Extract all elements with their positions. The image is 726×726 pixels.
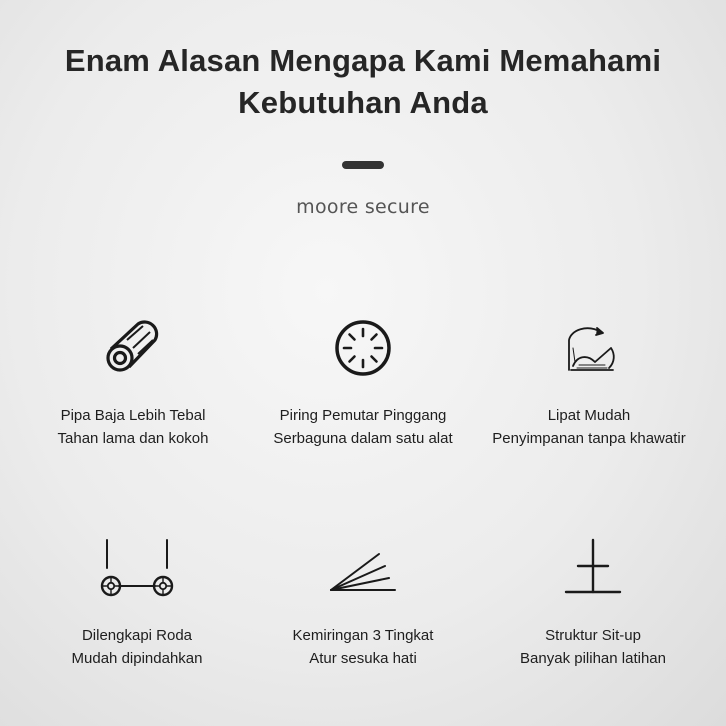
brand-name: moore secure <box>296 196 430 218</box>
title-line-2: Kebutuhan Anda <box>238 85 488 120</box>
feature-wheels <box>16 538 258 670</box>
feature-subtitle: Penyimpanan tanpa khawatir <box>492 430 686 447</box>
situp-structure-icon <box>558 538 628 598</box>
feature-title: Dilengkapi Roda <box>81 627 193 644</box>
feature-title: Lipat Mudah <box>547 407 631 424</box>
feature-subtitle: Serbaguna dalam satu alat <box>273 430 453 447</box>
fold-icon <box>557 318 621 378</box>
feature-situp <box>472 538 714 670</box>
feature-title: Kemiringan 3 Tingkat <box>292 627 434 644</box>
feature-title: Pipa Baja Lebih Tebal <box>60 407 206 424</box>
wheels-icon <box>97 538 177 598</box>
feature-steel-pipe <box>12 318 254 450</box>
steel-pipe-icon <box>103 318 163 378</box>
feature-subtitle: Tahan lama dan kokoh <box>57 430 209 447</box>
feature-subtitle: Banyak pilihan latihan <box>520 650 666 667</box>
feature-title: Piring Pemutar Pinggang <box>279 407 447 424</box>
feature-waist-twister <box>242 318 484 450</box>
feature-title: Struktur Sit-up <box>545 627 641 644</box>
incline-angle-icon <box>323 538 403 598</box>
feature-subtitle: Atur sesuka hati <box>309 650 417 667</box>
divider <box>342 161 384 169</box>
feature-folding <box>468 318 710 450</box>
waist-twister-disc-icon <box>333 318 393 378</box>
page-title <box>0 40 726 124</box>
title-line-1: Enam Alasan Mengapa Kami Memahami <box>64 43 662 78</box>
feature-incline <box>242 538 484 670</box>
feature-subtitle: Mudah dipindahkan <box>71 650 203 667</box>
